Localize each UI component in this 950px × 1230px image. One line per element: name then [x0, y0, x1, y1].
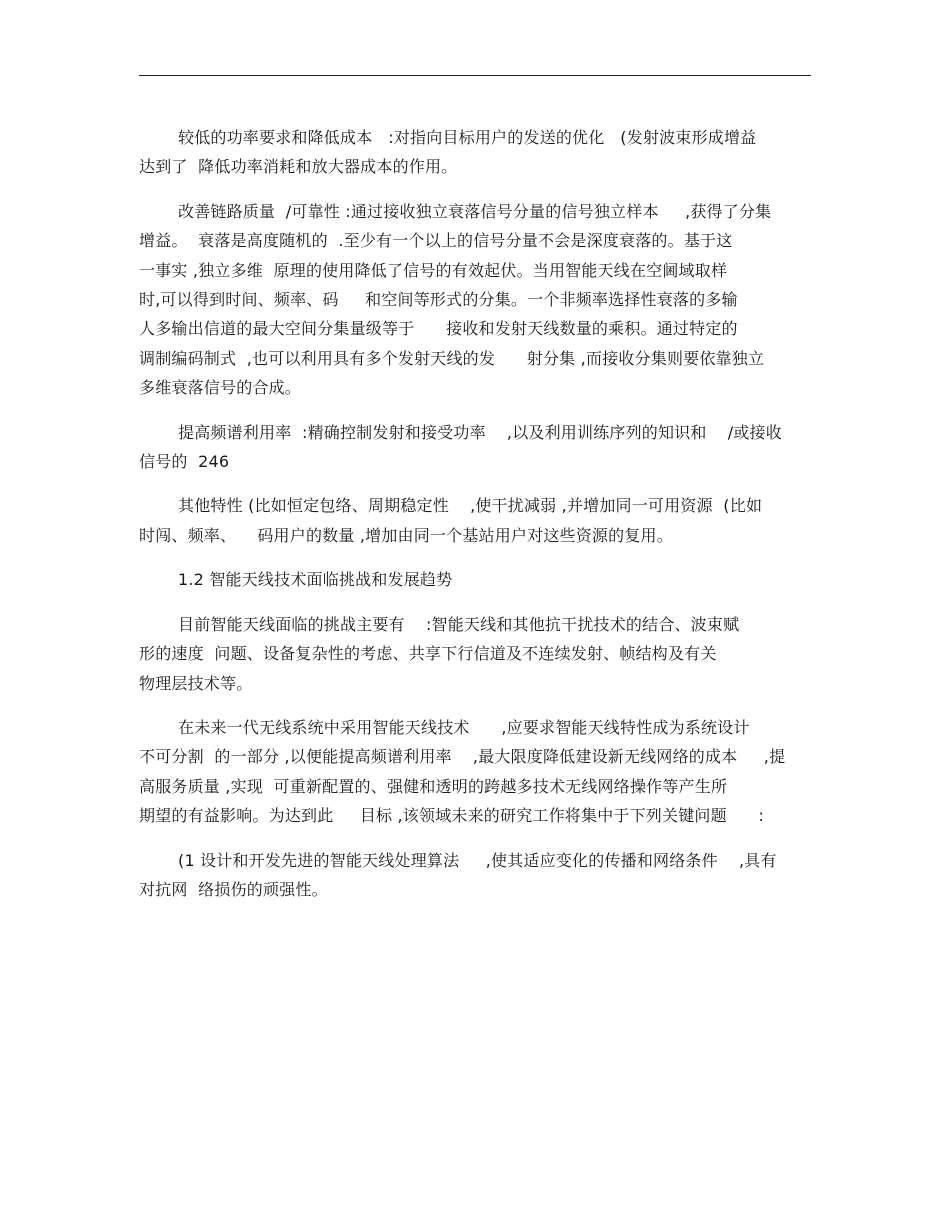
- paragraph: [139, 123, 815, 182]
- paragraph: [139, 491, 815, 550]
- text-line: 信号的 246: [139, 452, 230, 472]
- text-line: 不可分割 的一部分 ,以便能提高频谱利用率 ,最大限度降低建设新无线网络的成本 ,提: [139, 747, 786, 767]
- section-heading: [139, 565, 815, 594]
- paragraph: [139, 846, 815, 905]
- paragraph: [139, 197, 815, 403]
- text-line: 较低的功率要求和降低成本 :对指向目标用户的发送的优化 (发射波束形成增益: [178, 128, 757, 147]
- paragraph: [139, 713, 815, 831]
- text-line: 改善链路质量 /可靠性 :通过接收独立衰落信号分量的信号独立样本 ,获得了分集: [178, 201, 772, 221]
- text-line: 形的速度 问题、设备复杂性的考虑、共享下行信道及不连续发射、帧结构及有关: [139, 644, 717, 664]
- text-line: 达到了 降低功率消耗和放大器成本的作用。: [139, 157, 458, 177]
- text-line: 在未来一代无线系统中采用智能天线技术 ,应要求智能天线特性成为系统设计: [178, 717, 750, 737]
- text-line: 增益。 衰落是高度随机的 .至少有一个以上的信号分量不会是深度衰落的。基于这: [139, 231, 733, 251]
- text-line: 时闯、频率、 码用户的数量 ,增加由同一个基站用户对这些资源的复用。: [139, 525, 673, 545]
- header-rule: [139, 75, 811, 76]
- text-line: 高服务质量 ,实现 可重新配置的、强健和透明的跨越多技术无线网络操作等产生所: [139, 776, 728, 796]
- text-line: 时,可以得到时间、频率、码 和空间等形式的分集。一个非频率选择性衰落的多输: [139, 290, 738, 310]
- paragraph: [139, 418, 815, 477]
- paragraph: [139, 610, 815, 698]
- text-line: 多维衰落信号的合成。: [139, 378, 302, 398]
- text-line: 人多输出信道的最大空间分集量级等于 接收和发射天线数量的乘积。通过特定的: [139, 319, 738, 339]
- text-line: 调制编码制式 ,也可以利用具有多个发射天线的发 射分集 ,而接收分集则要依靠独立: [139, 348, 765, 368]
- text-line: 期望的有益影响。为达到此 目标 ,该领域未来的研究工作将集中于下列关键问题 :: [139, 806, 765, 826]
- text-line: 其他特性 (比如恒定包络、周期稳定性 ,使干扰减弱 ,并增加同一可用资源 (比如: [178, 496, 763, 516]
- text-line: 物理层技术等。: [139, 673, 253, 693]
- section-heading-text: 1.2 智能天线技术面临挑战和发展趋势: [178, 570, 453, 590]
- text-line: (1 设计和开发先进的智能天线处理算法 ,使其适应变化的传播和网络条件 ,具有: [178, 850, 777, 870]
- document-body: [139, 123, 815, 919]
- text-line: 目前智能天线面临的挑战主要有 :智能天线和其他抗干扰技术的结合、波束赋: [178, 614, 740, 634]
- text-line: 一事实 ,独立多维 原理的使用降低了信号的有效起伏。当用智能天线在空阃域取样: [139, 260, 728, 280]
- text-line: 提高频谱利用率 :精确控制发射和接受功率 ,以及利用训练序列的知识和 /或接收: [178, 422, 782, 442]
- text-line: 对抗网 络损伤的顽强性。: [139, 879, 328, 899]
